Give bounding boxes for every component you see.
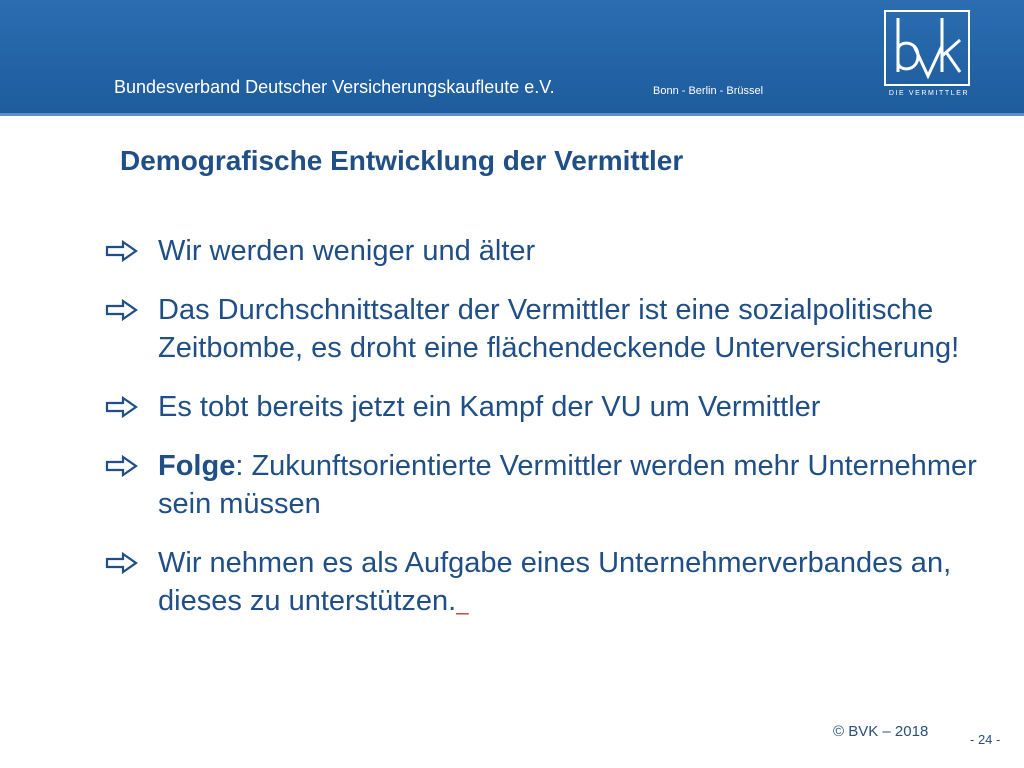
header-divider (0, 113, 1024, 116)
arrow-right-icon (104, 454, 140, 478)
arrow-right-icon (104, 298, 140, 322)
organization-name: Bundesverband Deutscher Versicherungskaufleute e.V. (114, 77, 555, 97)
bullet-text: : Zukunftsorientierte Vermittler werden mehr Unternehmer sein müssen (158, 450, 977, 520)
bullet-text: Wir nehmen es als Aufgabe eines Unternehmerverbandes an, dieses zu unterstützen. (158, 547, 952, 617)
bullet-item (100, 232, 980, 270)
organization-cities: Bonn - Berlin - Brüssel (653, 85, 764, 97)
bullet-item (100, 447, 980, 523)
page-number: - 24 - (970, 732, 1001, 747)
bullet-item (100, 388, 980, 426)
arrow-right-icon (104, 395, 140, 419)
footer-copyright: © BVK – 2018 (833, 723, 929, 740)
bvk-logo-icon (884, 10, 970, 102)
bullet-text: Es tobt bereits jetzt ein Kampf der VU um Vermittler (158, 391, 821, 423)
bullet-text: Wir werden weniger und älter (158, 235, 536, 267)
bullet-text: Das Durchschnittsalter der Vermittler ist eine sozialpolitische Zeitbombe, es droht eine flächendeckende Unterversicherung! (158, 294, 960, 364)
bullet-item (100, 544, 980, 622)
bullet-list (100, 232, 980, 643)
red-underscore-mark: _ (456, 590, 469, 615)
logo-caption: DIE VERMITTLER (888, 90, 970, 97)
bullet-item (100, 291, 980, 367)
arrow-right-icon (104, 551, 140, 575)
arrow-right-icon (104, 239, 140, 263)
bullet-bold-prefix: Folge (158, 450, 236, 482)
slide-title: Demografische Entwicklung der Vermittler (120, 145, 684, 176)
